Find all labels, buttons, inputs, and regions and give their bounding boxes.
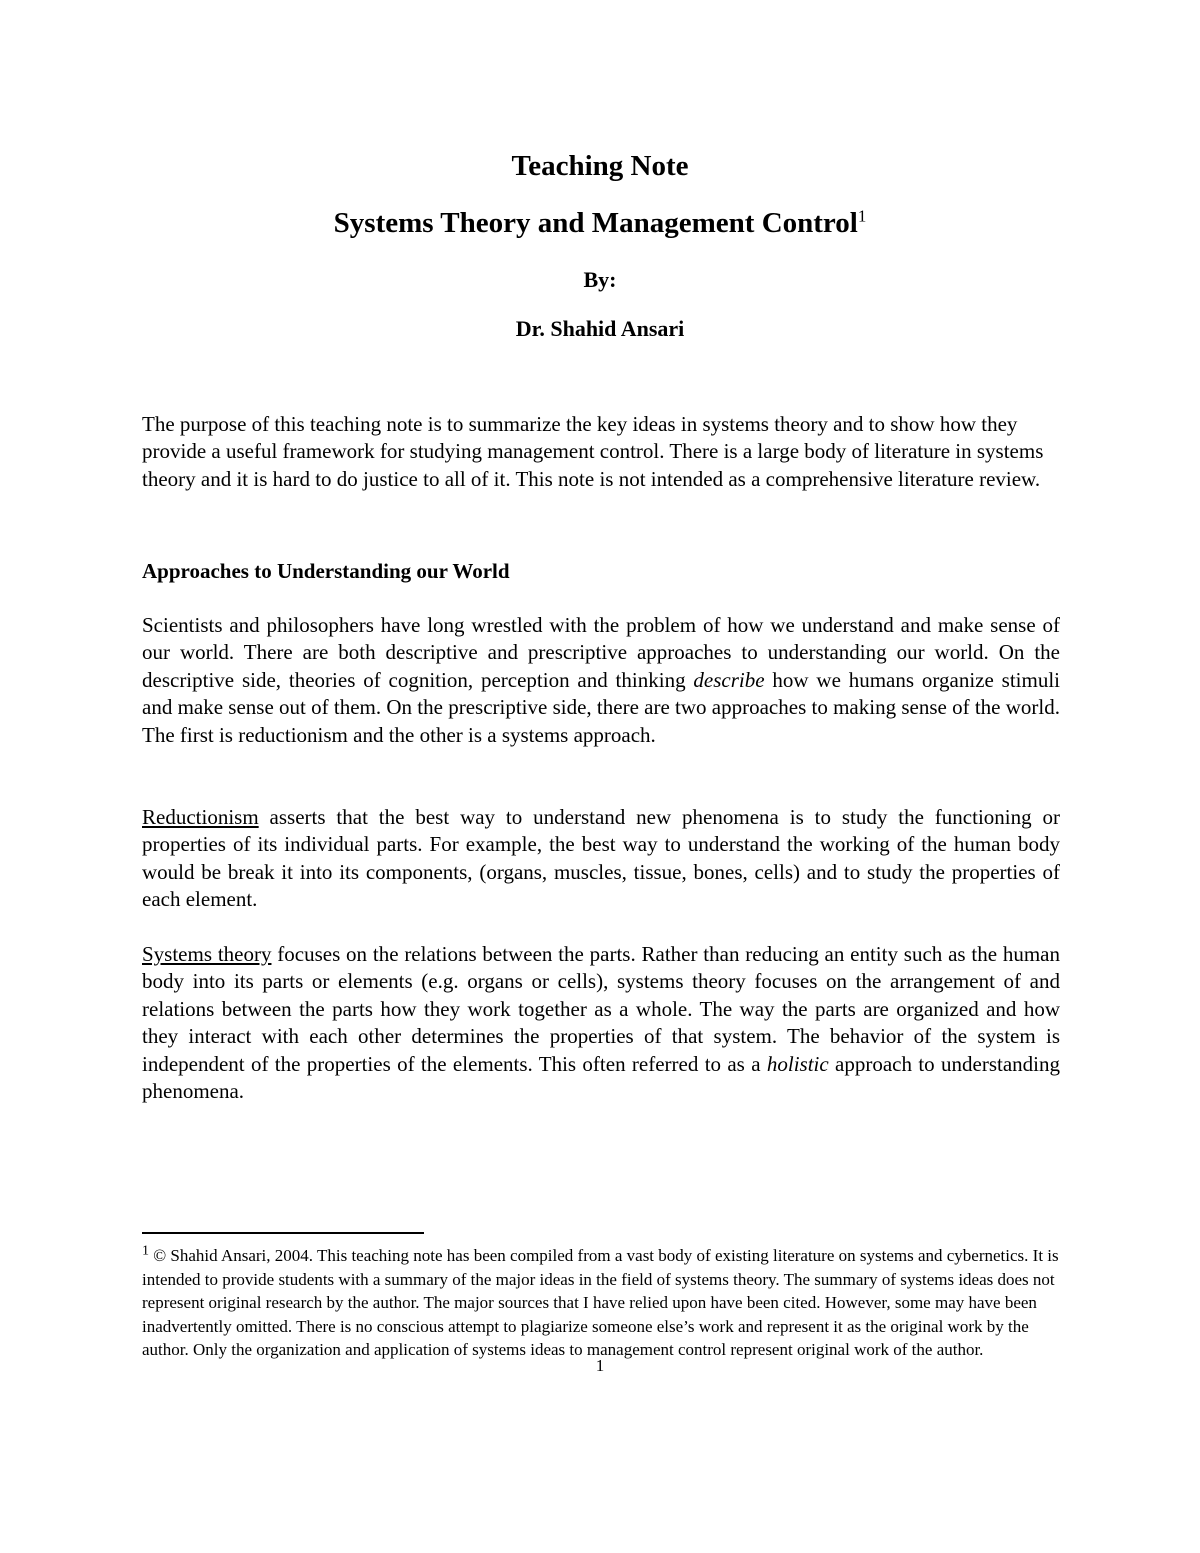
footnote-separator [142, 1232, 424, 1234]
paragraph-text: how we humans organize stimuli and make sense out of them. On the prescriptive side, there are two approaches to making sense of the world. The first is reductionism and the other is a systems approach. [142, 667, 1060, 747]
paragraph-text: Scientists and philosophers have long wrestled with the problem of how we understand and make sense of our world. There are both descriptive and prescriptive approaches to understanding our world. On the descriptive side, theories of cognition, perception and thinking [142, 613, 1060, 692]
paragraph-text: approach to understanding phenomena. [142, 1051, 1060, 1104]
intro-paragraph: The purpose of this teaching note is to summarize the key ideas in systems theory and to show how they provide a useful framework for studying management control. There is a large body of literature in systems theory and it is hard to do justice to all of it. This note is not intended as a comprehensive literature review. [142, 412, 1044, 491]
by-label: By: [583, 267, 617, 292]
footnote-mark: 1 [142, 1243, 149, 1259]
paragraph-text: asserts that the best way to understand new phenomena is to study the functioning or properties of its individual parts. For example, the best way to understand the working of the human body would be break it into its components, (organs, muscles, tissue, bones, cells) and to study the properties of each element. [142, 805, 1060, 912]
section-heading: Approaches to Understanding our World [142, 559, 510, 583]
footnote-text: © Shahid Ansari, 2004. This teaching note has been compiled from a vast body of existing literature on systems and cybernetics. It is intended to provide students with a summary of the major ideas in the field of systems theory. The summary of systems ideas does not represent original research by the author. The major sources that I have relied upon have been cited. However, some may have been inadvertently omitted. There is no conscious attempt to plagiarize someone else’s work and represent it as the original work by the author. Only the organization and application of systems ideas to management control represent original work of the author. [142, 1246, 1059, 1360]
footnote [142, 1244, 1060, 1362]
paragraph-approaches [142, 612, 1060, 749]
author-name: Dr. Shahid Ansari [515, 316, 685, 341]
emphasis-describe: describe [693, 667, 765, 692]
term-reductionism: Reductionism [142, 805, 259, 829]
paragraph-systems-theory [142, 941, 1060, 1105]
page-number: 1 [595, 1356, 605, 1375]
footnote-reference: 1 [857, 206, 867, 226]
paragraph-text: focuses on the relations between the parts. Rather than reducing an entity such as the human body into its parts or elements (e.g. organs or cells), systems theory focuses on the arrangement of and relations between the parts how they work together as a whole. The way the parts are organized and how they interact with each other determines the properties of that system. The behavior of the system is independent of the properties of the elements. This often referred to as a [142, 942, 1060, 1076]
term-systems-theory: Systems theory [142, 942, 272, 966]
subtitle-text: Systems Theory and Management Control [333, 207, 858, 239]
document-subtitle [0, 207, 1200, 240]
paragraph-reductionism [142, 804, 1060, 914]
emphasis-holistic: holistic [766, 1051, 829, 1076]
document-title: Teaching Note [511, 150, 689, 182]
